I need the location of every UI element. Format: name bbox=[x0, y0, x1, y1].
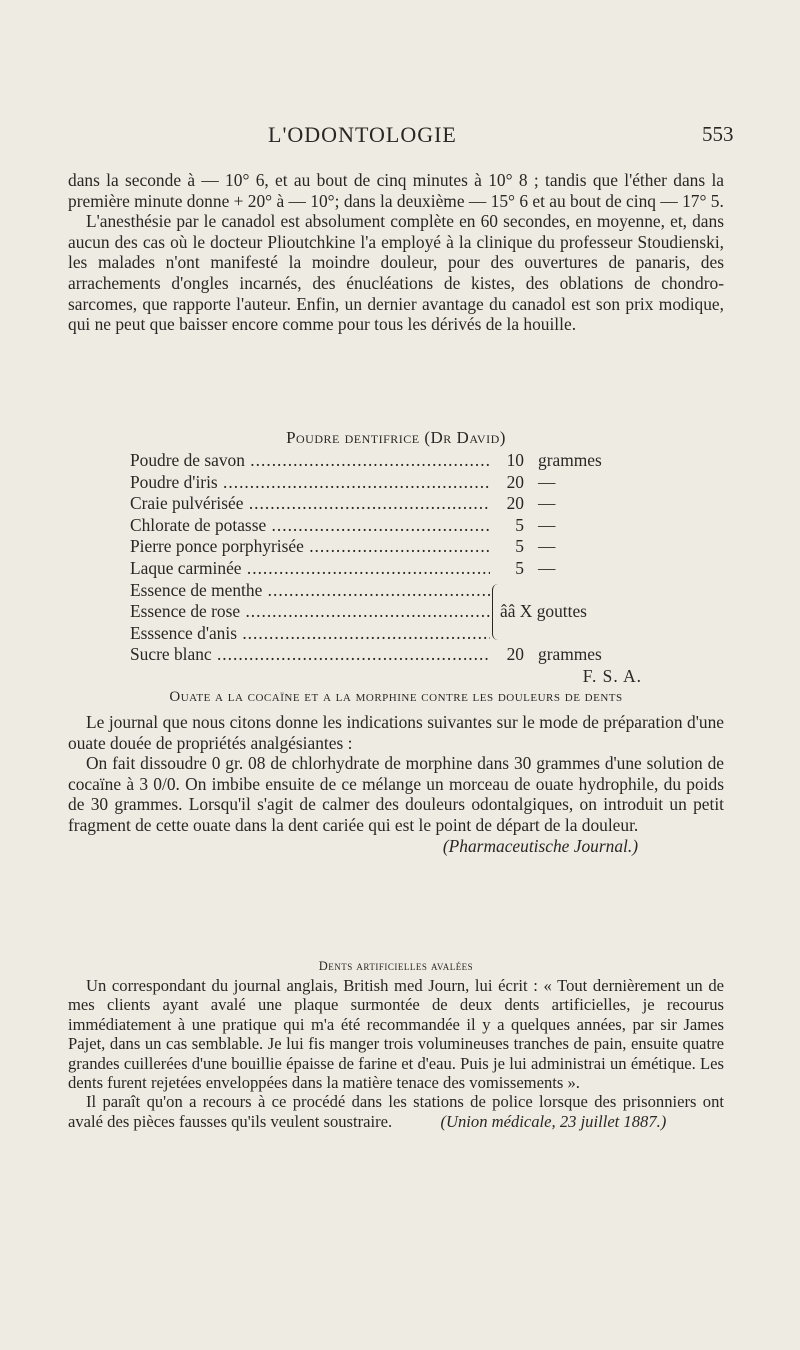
section-paragraph: On fait dissoudre 0 gr. 08 de chlorhydrate de morphine dans 30 grammes d'une solution de cocaïne à 3 0/0. On imbibe ensuite de ce mélange un morceau de ouate hydrophile, du poids de 30 grammes. Lorsqu'il s'agit de calmer des douleurs odontalgiques, on introduit un petit fragment de cette ouate dans la dent cariée qui est le point de départ de la douleur. bbox=[68, 753, 724, 835]
ingredient-name: Poudre de savon ..... bbox=[130, 450, 490, 472]
intro-paragraph-1: dans la seconde à — 10° 6, et au bout de cinq minutes à 10° 8 ; tandis que l'éther dans la première minute donne + 20° à — 10°; dans la deuxième — 15° 6 et au bout de cinq — 17° 5. bbox=[68, 170, 724, 211]
ingredient-name: Esssence d'anis ..... bbox=[130, 623, 490, 645]
recipe-row bbox=[130, 450, 720, 472]
citation: (Pharmaceutische Journal.) bbox=[442, 835, 638, 856]
ingredient-name: Laque carminée ..... bbox=[130, 558, 490, 580]
recipe-fsa: F. S. A. bbox=[582, 665, 642, 686]
ingredient-qty: 5 bbox=[515, 514, 524, 535]
intro-block bbox=[68, 170, 724, 335]
section-dentures bbox=[68, 958, 724, 1131]
ingredient-name: Sucre blanc ..... bbox=[130, 644, 490, 666]
ingredient-unit: — bbox=[538, 557, 556, 578]
section-paragraph: Le journal que nous citons donne les indications suivantes sur le mode de préparation d'une ouate douée de propriétés analgésiantes : bbox=[68, 712, 724, 753]
section-cotton bbox=[68, 688, 724, 856]
recipe-row bbox=[130, 536, 720, 558]
ingredient-name: Craie pulvérisée ..... bbox=[130, 493, 490, 515]
ingredient-unit: — bbox=[538, 493, 556, 514]
recipe-list bbox=[130, 450, 720, 688]
brace-symbol bbox=[492, 584, 499, 640]
paragraph-text: Il paraît qu'on a recours à ce procédé dans les stations de police lorsque des prisonniers ont avalé des pièces fausses qu'ils veulent soustraire. bbox=[68, 1092, 724, 1131]
section-paragraph: Un correspondant du journal anglais, British med Journ, lui écrit : « Tout dernièrement un de mes clients ayant avalé une plaque surmontée de deux dents artificielles, je recourus immédiatement à une pratique qui m'a été recommandée il y a quelques années, par sir James Pajet, dans un cas semblable. Je lui fis manger trois volumineuses tranches de pain, ensuite quatre grandes cuillerées d'une bouillie épaisse de farine et d'eau. Puis je lui administrai un émétique. Les dents furent rejetées enveloppées dans la matière tenace des vomissements ». bbox=[68, 976, 724, 1093]
running-title: L'ODONTOLOGIE bbox=[268, 122, 457, 147]
ingredient-name: Chlorate de potasse ..... bbox=[130, 515, 490, 537]
ingredient-name: Poudre d'iris ..... bbox=[130, 472, 490, 494]
ingredient-qty: 20 bbox=[506, 471, 524, 492]
essence-group bbox=[130, 580, 720, 645]
ingredient-unit: — bbox=[538, 471, 556, 492]
ingredient-unit: grammes bbox=[538, 450, 602, 470]
ingredient-qty: 20 bbox=[506, 644, 524, 665]
ingredient-qty: 5 bbox=[515, 536, 524, 557]
ingredient-qty: 20 bbox=[506, 493, 524, 514]
recipe-row bbox=[130, 493, 720, 515]
recipe-row bbox=[130, 472, 720, 494]
citation: (Union médicale, 23 juillet 1887.) bbox=[440, 1111, 667, 1131]
recipe-title: Poudre dentifrice (Dr David) bbox=[286, 428, 506, 447]
ingredient-name: Pierre ponce porphyrisée ..... bbox=[130, 536, 490, 558]
page-header bbox=[0, 120, 800, 150]
ingredient-unit: grammes bbox=[538, 644, 602, 665]
recipe-title-wrap bbox=[68, 428, 724, 449]
ingredient-unit: — bbox=[538, 514, 556, 535]
recipe-row bbox=[130, 515, 720, 537]
recipe-row bbox=[130, 623, 720, 645]
section-paragraph bbox=[68, 1092, 724, 1131]
section-title: Ouate a la cocaïne et a la morphine contre les douleurs de dents bbox=[169, 689, 623, 705]
ingredient-qty: 10 bbox=[506, 450, 524, 470]
recipe-row bbox=[130, 558, 720, 580]
recipe-row bbox=[130, 601, 720, 623]
grouped-quantity: ââ X gouttes bbox=[500, 600, 587, 621]
intro-paragraph-2: L'anesthésie par le canadol est absolument complète en 60 secondes, en moyenne, et, dans aucun des cas où le docteur Plioutchkine l'a employé à la clinique du professeur Stoudienski, les malades n'ont manifesté la moindre douleur, pour des ouvertures de panaris, des arrachements d'ongles incarnés, des énucléations de kistes, des oblations de chondro-sarcomes, que rapporte l'auteur. Enfin, un dernier avantage du canadol est son prix modique, qui ne peut que baisser encore comme pour tous les dérivés de la houille. bbox=[68, 211, 724, 335]
recipe-row bbox=[130, 644, 720, 666]
ingredient-name: Essence de rose ..... bbox=[130, 601, 490, 623]
page-number: 553 bbox=[702, 122, 734, 146]
ingredient-qty: 5 bbox=[515, 557, 524, 578]
ingredient-name: Essence de menthe ..... bbox=[130, 580, 490, 602]
recipe-row bbox=[130, 580, 720, 602]
ingredient-unit: — bbox=[538, 536, 556, 557]
section-title: Dents artificielles avalées bbox=[318, 959, 474, 973]
